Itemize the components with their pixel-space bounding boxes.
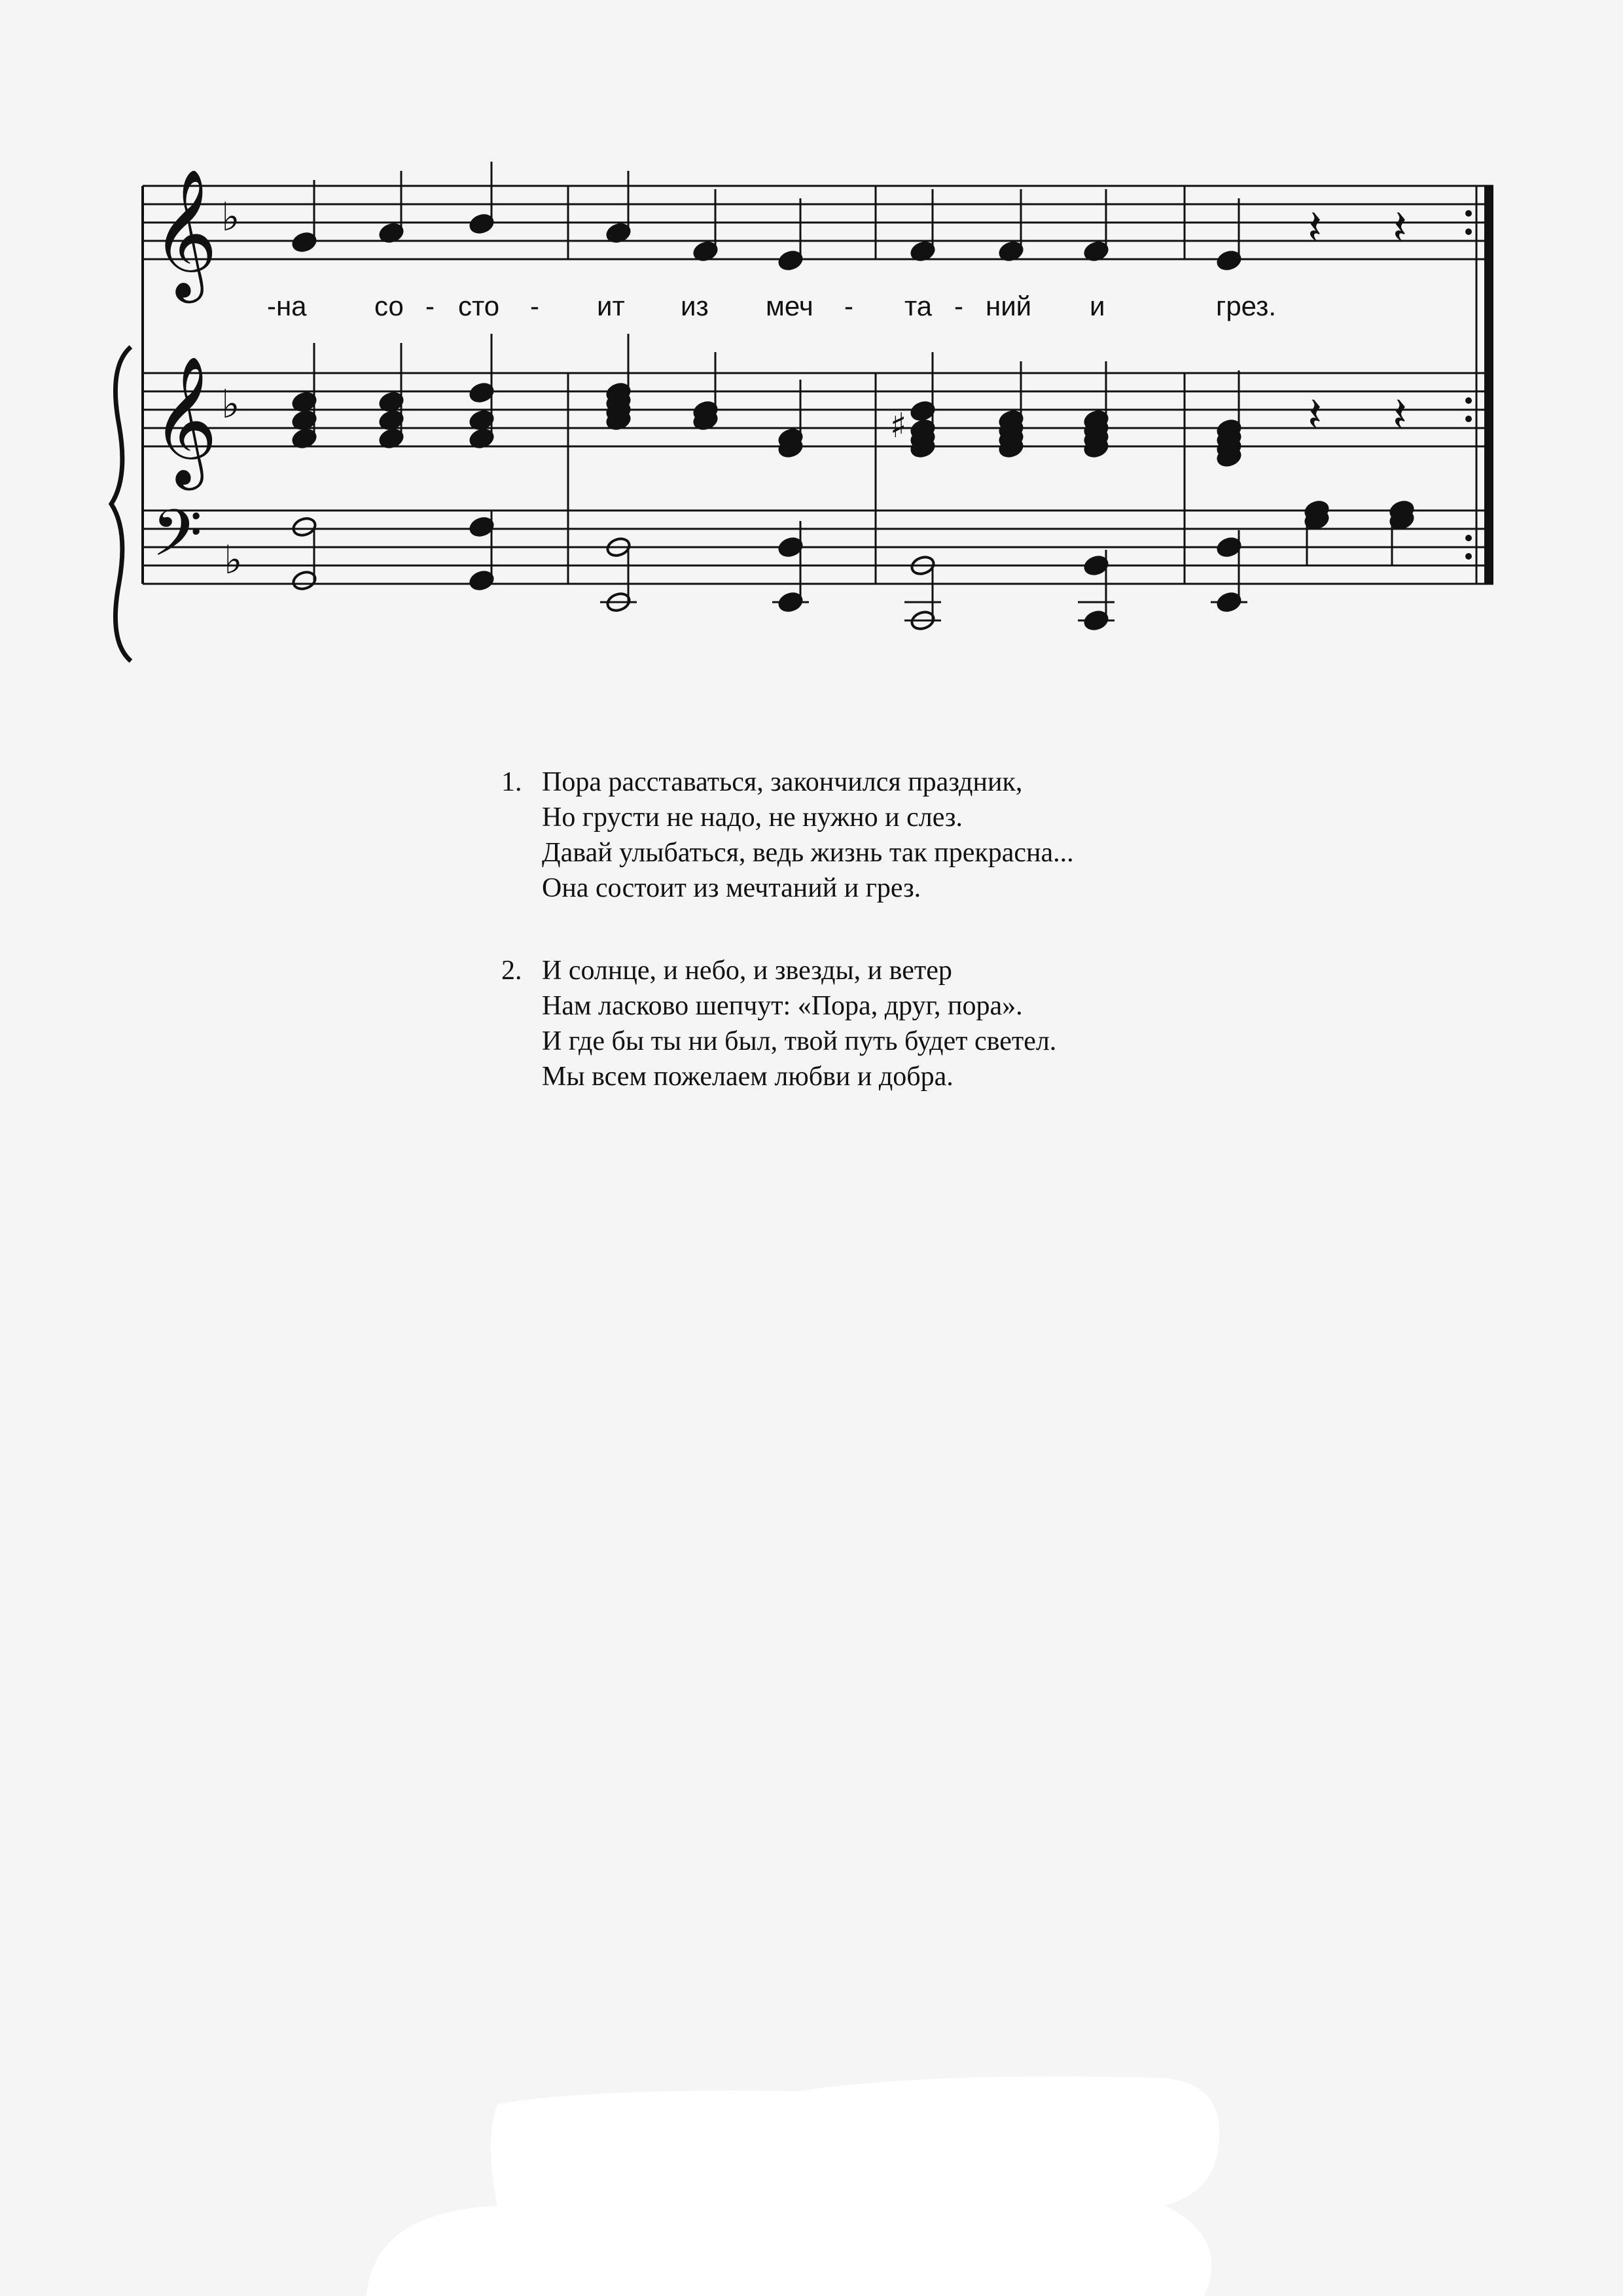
verse-line: И солнце, и небо, и звезды, и ветер — [542, 956, 952, 986]
staff-lines — [143, 186, 1493, 584]
verse-number: 2. — [501, 956, 522, 986]
verse-line: Пора расставаться, закончился праздник, — [542, 767, 1023, 797]
repeat-sign-icon — [1484, 186, 1493, 584]
repeat-dot — [1465, 397, 1472, 404]
verse-line: И где бы ты ни был, твой путь будет светел. — [542, 1026, 1057, 1056]
lyric-syllable: грез. — [1216, 291, 1277, 321]
verse-lines — [542, 953, 1418, 1094]
repeat-dot — [1465, 535, 1472, 541]
repeat-dot — [1465, 210, 1472, 217]
flat-icon: ♭ — [221, 194, 240, 240]
verse-1 — [501, 764, 1418, 906]
treble-clef-icon: 𝄞 — [152, 168, 218, 298]
lyric-syllable: сто — [458, 291, 500, 321]
lyric-syllable: ит — [597, 291, 625, 321]
lyric-syllable: -на — [267, 291, 307, 321]
lyric-syllable: меч — [766, 291, 813, 321]
verse-lines — [542, 764, 1418, 906]
repeat-dot — [1465, 553, 1472, 560]
quarter-rest-icon: 𝄽 — [1393, 387, 1408, 442]
sharp-icon: ♯ — [890, 406, 907, 446]
bar-lines — [143, 186, 1493, 584]
sheet-music-score — [0, 0, 1623, 720]
clefs — [111, 168, 242, 661]
lyric-hyphen: - — [844, 291, 853, 321]
brace-icon — [111, 347, 131, 661]
treble-clef-icon: 𝄞 — [152, 355, 218, 485]
verse-line: Нам ласково шепчут: «Пора, друг, пора». — [542, 991, 1023, 1021]
quarter-rest-icon: 𝄽 — [1308, 387, 1323, 442]
lyric-hyphen: - — [954, 291, 963, 321]
notes — [291, 162, 1415, 632]
lyric-hyphen: - — [425, 291, 435, 321]
lyrics-row — [267, 291, 1276, 321]
verse-number: 1. — [501, 767, 522, 797]
verse-2 — [501, 953, 1418, 1094]
lyric-syllable: ний — [986, 291, 1032, 321]
lyric-syllable: та — [904, 291, 933, 321]
lyric-syllable: со — [374, 291, 404, 321]
verses — [501, 764, 1418, 1141]
lyric-hyphen: - — [530, 291, 539, 321]
lyric-syllable: и — [1090, 291, 1105, 321]
quarter-rest-icon: 𝄽 — [1393, 200, 1408, 255]
repeat-dot — [1465, 416, 1472, 422]
bass-clef-icon: 𝄢 — [152, 496, 203, 587]
verse-line: Но грусти не надо, не нужно и слез. — [542, 802, 963, 833]
verse-line: Мы всем пожелаем любви и добра. — [542, 1062, 954, 1092]
verse-line: Давай улыбаться, ведь жизнь так прекрасна... — [542, 838, 1074, 868]
quarter-rest-icon: 𝄽 — [1308, 200, 1323, 255]
flat-icon: ♭ — [224, 537, 243, 583]
lyric-syllable: из — [681, 291, 709, 321]
flat-icon: ♭ — [221, 382, 240, 427]
repeat-dot — [1465, 228, 1472, 235]
verse-line: Она состоит из мечтаний и грез. — [542, 873, 921, 903]
